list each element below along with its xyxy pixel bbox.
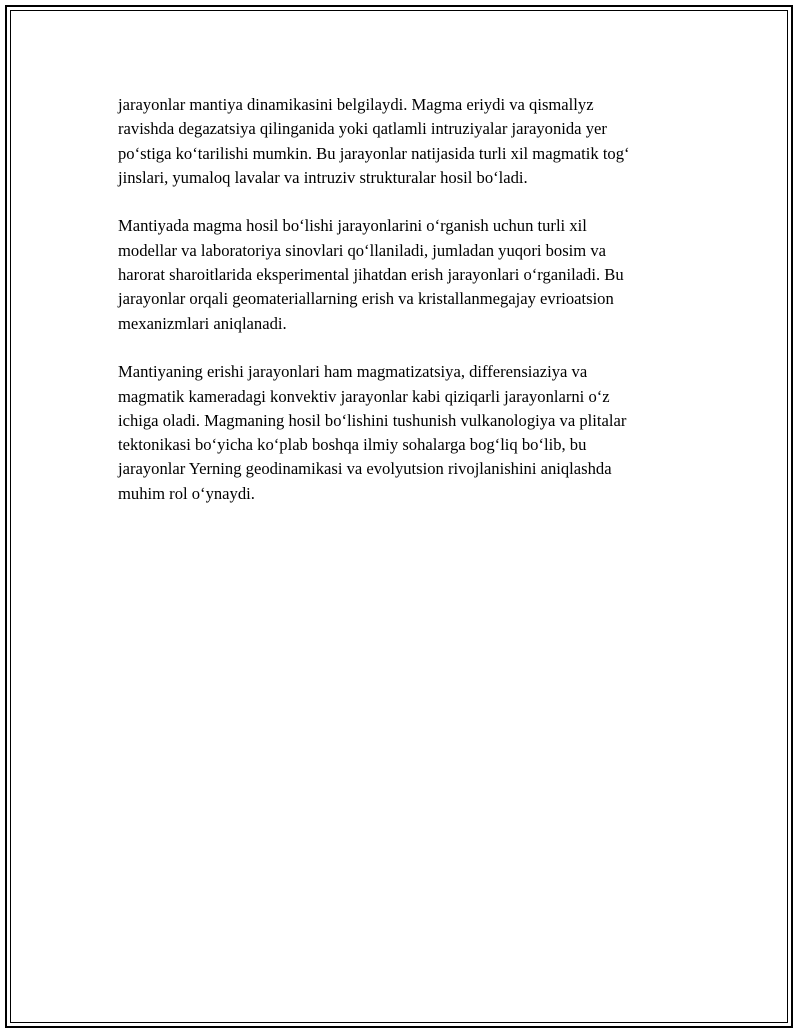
paragraph-line: Mantiyaning erishi jarayonlari ham magmatizatsiya, differensiaziya va — [118, 362, 588, 382]
paragraph-line: Mantiyada magma hosil boʻlishi jarayonlarini oʻrganish uchun turli xil — [118, 216, 587, 236]
paragraph-line: jarayonlar orqali geomateriallarning erish va kristallanmegajay evrioatsion — [118, 289, 614, 309]
paragraph-line: modellar va laboratoriya sinovlari qoʻllaniladi, jumladan yuqori bosim va — [118, 240, 607, 260]
paragraph-1 — [118, 93, 698, 190]
paragraph-line: ravishda degazatsiya qilinganida yoki qatlamli intruziyalar jarayonida yer — [118, 119, 607, 139]
paragraph-line: mexanizmlari aniqlanadi. — [118, 313, 287, 333]
paragraph-line: poʻstiga koʻtarilishi mumkin. Bu jarayonlar natijasida turli xil magmatik togʻ — [118, 143, 630, 163]
paragraph-line: jarayonlar mantiya dinamikasini belgilaydi. Magma eriydi va qismallyz — [118, 95, 594, 114]
paragraph-line: tektonikasi boʻyicha koʻplab boshqa ilmiy sohalarga bogʻliq boʻlib, bu — [118, 435, 587, 455]
paragraph-3 — [118, 360, 698, 506]
paragraph-line: ichiga oladi. Magmaning hosil boʻlishini tushunish vulkanologiya va plitalar — [118, 410, 627, 430]
paragraph-line: jarayonlar Yerning geodinamikasi va evolyutsion rivojlanishini aniqlashda — [118, 459, 612, 479]
paragraph-2 — [118, 214, 698, 335]
paragraph-line: muhim rol oʻynaydi. — [118, 483, 255, 503]
paragraph-line: jinslari, yumaloq lavalar va intruziv strukturalar hosil boʻladi. — [118, 167, 528, 187]
document-body — [118, 93, 698, 530]
paragraph-line: magmatik kameradagi konvektiv jarayonlar kabi qiziqarli jarayonlarni oʻz — [118, 386, 610, 406]
paragraph-line: harorat sharoitlarida eksperimental jihatdan erish jarayonlari oʻrganiladi. Bu — [118, 265, 624, 285]
